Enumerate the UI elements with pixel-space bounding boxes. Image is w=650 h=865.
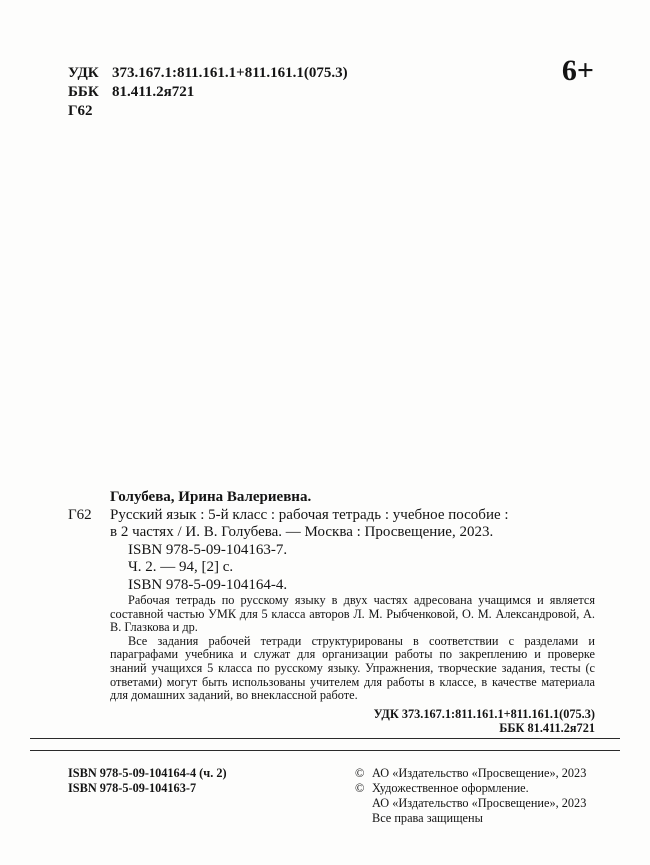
copyright-text: АО «Издательство «Просвещение», 2023 (372, 796, 587, 810)
copyright-line-1 (355, 766, 595, 781)
catalog-title-line2: в 2 частях / И. В. Голубева. — Москва : Просвещение, 2023. (110, 524, 494, 540)
catalog-part-line: Ч. 2. — 94, [2] с. (128, 559, 234, 575)
bbk-value: 81.411.2я721 (112, 84, 195, 100)
age-rating-badge: 6+ (561, 54, 594, 87)
catalog-title-line1: Русский язык : 5-й класс : рабочая тетрадь : учебное пособие : (110, 506, 509, 523)
bbk-line (68, 83, 348, 102)
copyright-symbol: © (355, 766, 365, 780)
udk-label: УДК (68, 65, 99, 81)
catalog-isbn-common: ISBN 978-5-09-104163-7. (128, 541, 288, 558)
bibliographic-codes-block (68, 64, 348, 121)
copyright-line-3 (355, 796, 595, 811)
udk-line (68, 64, 348, 83)
divider-rule-top (30, 738, 620, 739)
copyright-text: АО «Издательство «Просвещение», 2023 (372, 766, 587, 780)
footer-copyright-block (355, 766, 595, 826)
catalog-isbn-part: ISBN 978-5-09-104164-4. (128, 576, 288, 593)
copyright-line-2 (355, 781, 595, 796)
footer-isbn-block (68, 766, 227, 796)
catalog-author: Голубева, Ирина Валериевна. (110, 489, 312, 505)
annotation-paragraph-2: Все задания рабочей тетради структурированы в соответствии с разделами и параграфами учебника и служат для организации работы по закреплению и проверке знаний учащихся 5 класса по русскому языку. Упражнения, творческие задания, тесты (с ответами) могут быть использованы учителем для работы в классе, в качестве материала для домашних заданий, во внеклассной работе. (110, 633, 595, 703)
footer-isbn-line1: ISBN 978-5-09-104164-4 (ч. 2) (68, 766, 227, 780)
author-code-line: Г62 (68, 103, 93, 119)
divider-rule-bottom (30, 750, 620, 751)
bbk-right-line: ББК 81.411.2я721 (499, 721, 595, 736)
udk-value: 373.167.1:811.161.1+811.161.1(075.3) (112, 65, 348, 81)
right-aligned-codes (68, 707, 595, 736)
copyright-symbol: © (355, 781, 365, 795)
catalog-entry-line (68, 507, 595, 525)
catalog-card (68, 489, 595, 736)
copyright-text: Художественное оформление. (372, 781, 529, 795)
catalog-entry-code: Г62 (68, 506, 92, 523)
udk-right-line: УДК 373.167.1:811.161.1+811.161.1(075.3) (373, 706, 595, 721)
bbk-label: ББК (68, 84, 99, 100)
annotation-paragraph-1: Рабочая тетрадь по русскому языку в двух частях адресована учащимся и является составной частью УМК для 5 класса авторов Л. М. Рыбченковой, О. М. Александровой, А. В. Глазкова и др. (110, 593, 595, 635)
copyright-text: Все права защищены (372, 811, 483, 825)
footer-isbn-line2: ISBN 978-5-09-104163-7 (68, 781, 197, 795)
copyright-line-4 (355, 811, 595, 826)
